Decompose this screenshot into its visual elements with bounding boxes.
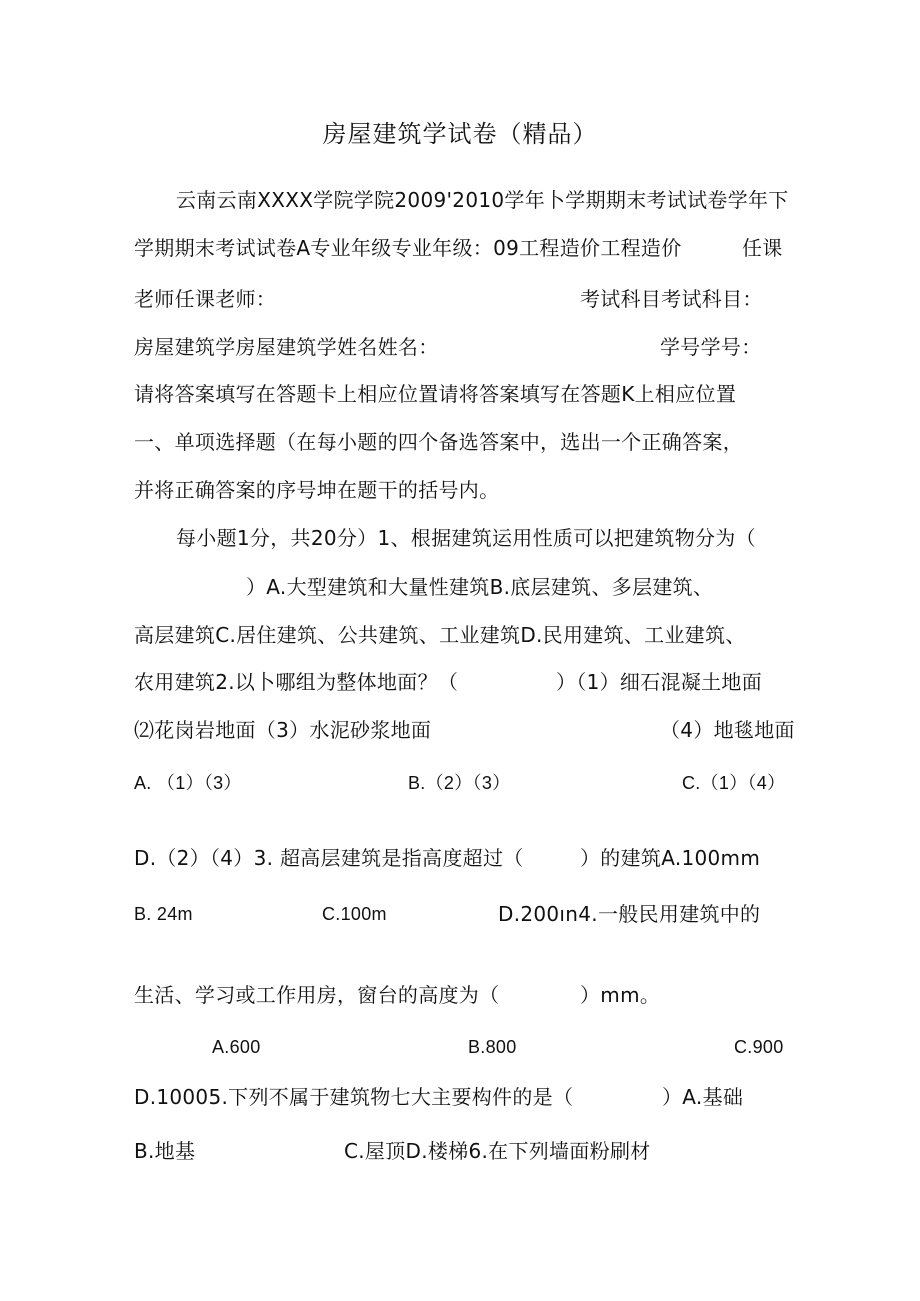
question-2-option-b: B.（2）（3） bbox=[408, 773, 511, 793]
question-3-option-b: B. 24m bbox=[134, 904, 193, 924]
question-2-item-4: （4）地毯地面 bbox=[660, 718, 795, 742]
instruction-line: 请将答案填写在答题卡上相应位置请将答案填写在答题K上相应位置 bbox=[134, 382, 737, 406]
section-heading: 一、单项选择题（在每小题的四个备选答案中，选出一个正确答案， bbox=[134, 430, 743, 454]
question-4-option-b: B.800 bbox=[468, 1037, 517, 1057]
question-2-option-a: A. （1）（3） bbox=[134, 773, 242, 793]
question-2-option-c: C.（1）（4） bbox=[682, 773, 786, 793]
question-4-unit: ）mm。 bbox=[580, 983, 661, 1007]
name-label: 房屋建筑学房屋建筑学姓名姓名： bbox=[134, 335, 439, 359]
teacher-label: 老师任课老师： bbox=[134, 287, 277, 311]
section-heading-cont: 并将正确答案的序号坤在题干的括号内。 bbox=[134, 478, 500, 502]
question-2-items: ⑵花岗岩地面（3）水泥砂浆地面 bbox=[134, 718, 432, 742]
question-1-options-b: 高层建筑C.居住建筑、公共建筑、工业建筑D.民用建筑、工业建筑、 bbox=[134, 623, 746, 647]
question-4-option-c: C.900 bbox=[734, 1037, 784, 1057]
question-1-options-a: ）A.大型建筑和大量性建筑B.底层建筑、多层建筑、 bbox=[246, 575, 714, 599]
question-6: C.屋顶D.楼梯6.在下列墙面粉刷材 bbox=[344, 1139, 651, 1163]
question-2: 农用建筑2.以卜哪组为整体地面？（ bbox=[134, 670, 459, 694]
question-1: 每小题1分，共20分）1、根据建筑运用性质可以把建筑物分为（ bbox=[176, 526, 756, 550]
question-4: D.200ın4.一般民用建筑中的 bbox=[498, 902, 761, 926]
question-2-item-1: ）（1）细石混凝土地面 bbox=[556, 670, 763, 694]
question-5: D.10005.下列不属于建筑物七大主要构件的是（ bbox=[134, 1085, 574, 1109]
question-3: D.（2）（4）3. 超高层建筑是指高度超过（ bbox=[134, 846, 524, 870]
question-4-option-a: A.600 bbox=[212, 1037, 261, 1057]
question-5-option-b: B.地基 bbox=[134, 1139, 196, 1163]
subject-label: 考试科目考试科目： bbox=[580, 287, 763, 311]
exam-title: 房屋建筑学试卷（精品） bbox=[322, 120, 598, 148]
question-5-option-a: ）A.基础 bbox=[662, 1085, 744, 1109]
header-line-2: 学期期末考试试卷A专业年级专业年级：09工程造价工程造价 bbox=[134, 236, 682, 260]
question-4-cont: 生活、学习或工作用房，窗台的高度为（ bbox=[134, 983, 500, 1007]
question-3-option-c: C.100m bbox=[322, 904, 387, 924]
question-3-option-a: ）的建筑A.100mm bbox=[580, 846, 761, 870]
header-line-2-end: 任课 bbox=[742, 236, 783, 260]
student-id-label: 学号学号： bbox=[660, 335, 762, 359]
header-line-1: 云南云南XXXX学院学院2009'2010学年卜学期期末考试试卷学年下 bbox=[176, 188, 789, 212]
